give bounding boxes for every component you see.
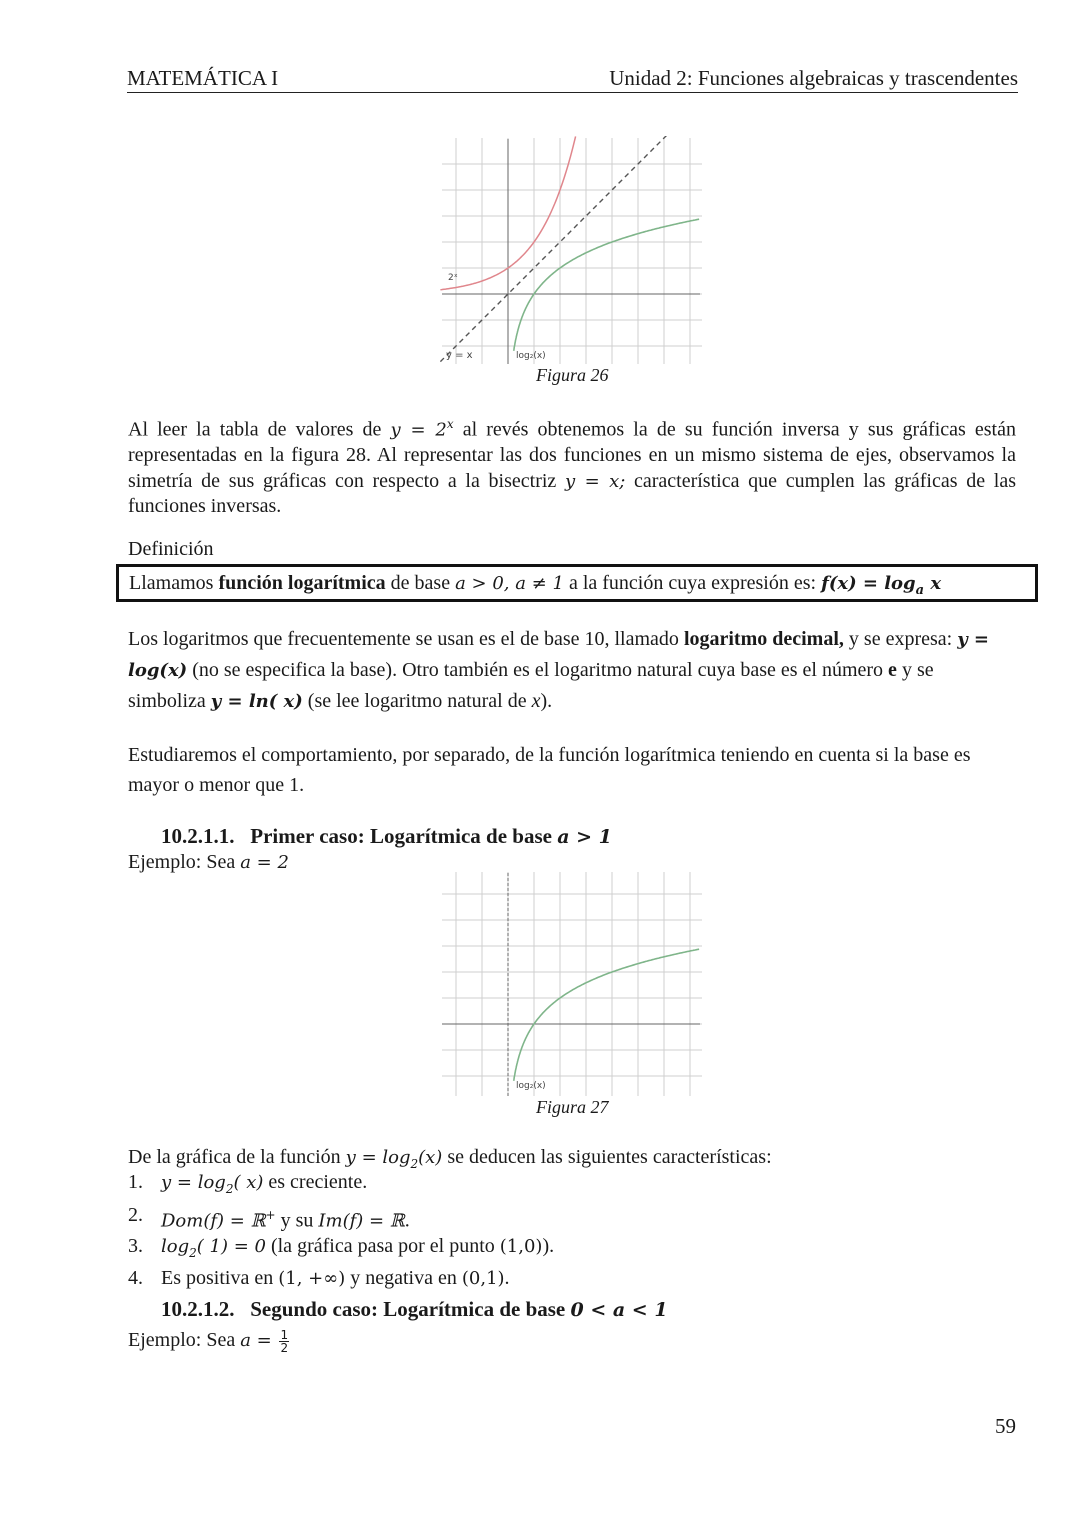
section-2-example: Ejemplo: Sea a = $\frac{1}{2}$: [128, 1327, 289, 1355]
section-1-heading: 10.2.1.1. Primer caso: Logarítmica de base a > 1: [161, 824, 612, 848]
section-2-heading: 10.2.1.2. Segundo caso: Logarítmica de base 0 < a < 1: [161, 1297, 668, 1321]
definition-box: Llamamos función logarítmica de base a > 0, a ≠ 1 a la función cuya expresión es: $f(x) = \log_a x$: [116, 564, 1038, 602]
identity-line: [440, 136, 671, 362]
section-1-example: Ejemplo: Sea a = 2: [128, 851, 289, 873]
log-curve: [514, 219, 699, 351]
figure-26-graph: [440, 136, 704, 366]
list-item: 3. $\log_2$( 1) = 0 (la gráfica pasa por el punto (1,0)).: [128, 1234, 555, 1260]
features-intro: De la gráfica de la función $y = \log_2(x)$ se deducen las siguientes características:: [128, 1146, 772, 1171]
page-header: [127, 62, 1018, 93]
log-curve: [514, 949, 699, 1081]
paragraph-inverse: Al leer la tabla de valores de $y = 2^x$ al revés obtenemos la de su función inversa y sus gráficas están representadas en la figura 28. Al representar las dos funciones en un mismo sistema de ejes, observamos la simetría de sus gráficas con respecto a la bisectriz y = x; característica que cumplen las gráficas de las funciones inversas.: [128, 417, 1016, 518]
label-log-27: log₂(x): [516, 1081, 546, 1091]
fraction-one-half: $\frac{1}{2}$: [280, 1327, 289, 1355]
figure-27-caption: Figura 27: [536, 1097, 609, 1117]
header-left: MATEMÁTICA I: [127, 66, 279, 90]
list-item: 1. $y = \log_2$( x) es creciente.: [128, 1171, 368, 1196]
label-identity: y = x: [446, 350, 473, 361]
features-list: [128, 1170, 1008, 1292]
definition-heading: Definición: [128, 538, 214, 560]
paragraph-study: Estudiaremos el comportamiento, por separado, de la función logarítmica teniendo en cuenta si la base es mayor o menor que 1.: [128, 744, 971, 796]
paragraph-logarithms: Los logaritmos que frecuentemente se usan es el de base 10, llamado logaritmo decimal, y se expresa: y = log(x) (no se especifica la base). Otro también es el logaritmo natural cuya base es el número e y se simboliza y = ln( x) (se lee logaritmo natural de x).: [128, 628, 990, 712]
header-right: Unidad 2: Funciones algebraicas y trascendentes: [609, 66, 1018, 90]
list-item: 2. Dom(f) = ℝ+ y su Im(f) = ℝ.: [128, 1203, 410, 1232]
label-exp: 2ˣ: [448, 273, 458, 283]
page-number: 59: [995, 1414, 1016, 1438]
figure-27-graph: [440, 870, 704, 1098]
figure-26-caption: Figura 26: [536, 365, 609, 385]
label-log-26: log₂(x): [516, 351, 546, 361]
list-item: 4. Es positiva en (1, +∞) y negativa en (0,1).: [128, 1267, 510, 1290]
